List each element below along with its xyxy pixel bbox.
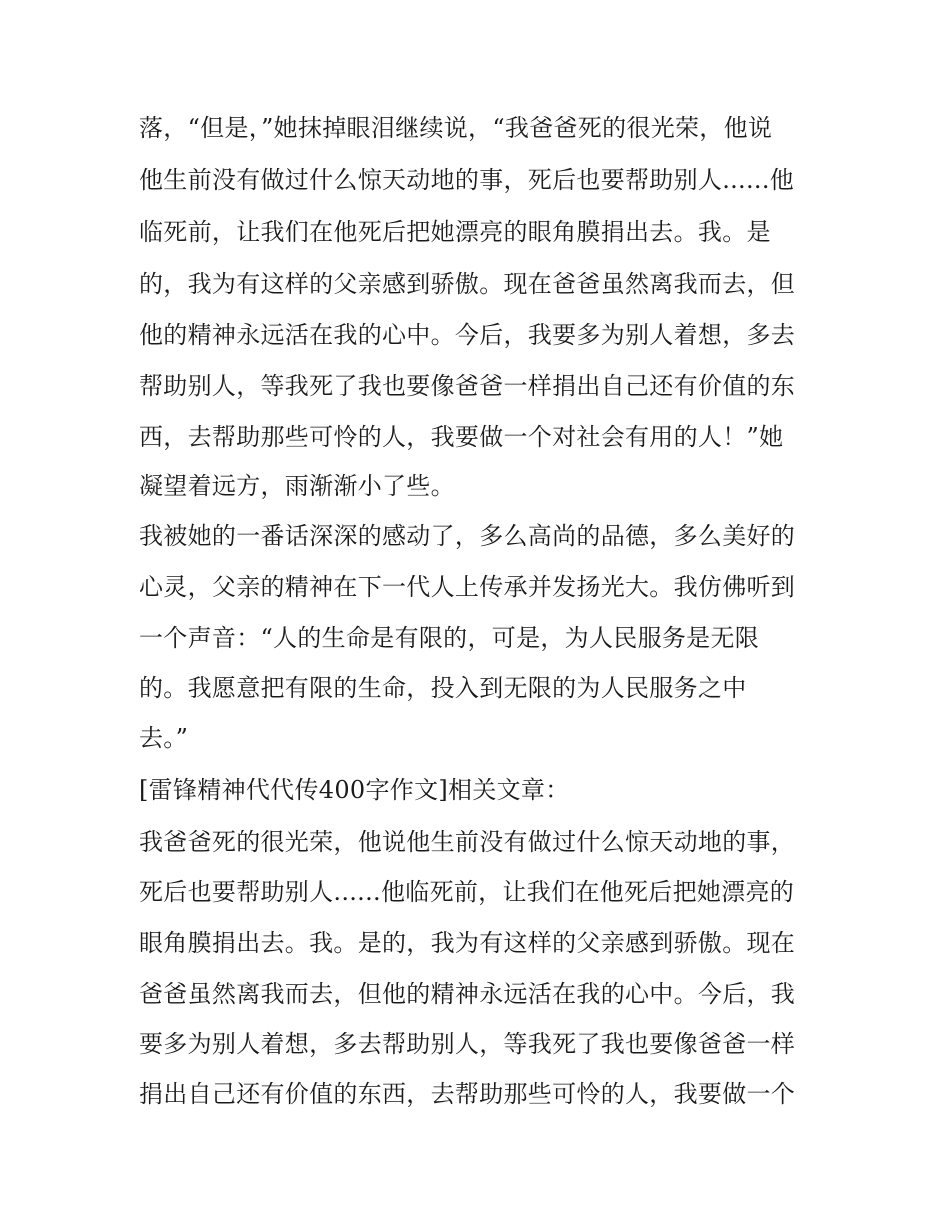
text-line: 凝望着远方，雨渐渐小了些。	[139, 472, 455, 500]
text-line: 去。”	[139, 724, 189, 752]
text-line: 要多为别人着想，多去帮助别人，等我死了我也要像爸爸一样	[139, 1030, 796, 1058]
text-line: 捐出自己还有价值的东西，去帮助那些可怜的人，我要做一个	[139, 1080, 796, 1108]
text-line: 他的精神永远活在我的心中。今后，我要多为别人着想，多去	[139, 321, 796, 349]
text-line: 的，我为有这样的父亲感到骄傲。现在爸爸虽然离我而去，但	[139, 270, 796, 298]
text-line: 西，去帮助那些可怜的人，我要做一个对社会有用的人！”她	[139, 423, 784, 451]
text-line: 眼角膜捐出去。我。是的，我为有这样的父亲感到骄傲。现在	[139, 929, 796, 957]
text-line: 爸爸虽然离我而去，但他的精神永远活在我的心中。今后，我	[139, 980, 796, 1008]
text-line: 心灵，父亲的精神在下一代人上传承并发扬光大。我仿佛听到	[139, 573, 796, 601]
text-line: 帮助别人，等我死了我也要像爸爸一样捐出自己还有价值的东	[139, 372, 796, 400]
text-line: 死后也要帮助别人......他临死前，让我们在他死后把她漂亮的	[139, 878, 795, 906]
text-line: 他生前没有做过什么惊天动地的事，死后也要帮助别人......他	[139, 166, 795, 194]
text-line: 临死前，让我们在他死后把她漂亮的眼角膜捐出去。我。是	[139, 218, 771, 246]
related-articles-heading: [雷锋精神代代传400字作文]相关文章：	[139, 776, 570, 804]
text-line: 我爸爸死的很光荣，他说他生前没有做过什么惊天动地的事，	[139, 828, 796, 856]
text-line: 我被她的一番话深深的感动了，多么高尚的品德，多么美好的	[139, 522, 796, 550]
text-line: 落，“但是，”她抹掉眼泪继续说，“我爸爸死的很光荣，他说	[139, 114, 773, 142]
text-line: 一个声音：“人的生命是有限的，可是，为人民服务是无限	[139, 624, 760, 652]
text-line: 的。我愿意把有限的生命，投入到无限的为人民服务之中	[139, 674, 747, 702]
